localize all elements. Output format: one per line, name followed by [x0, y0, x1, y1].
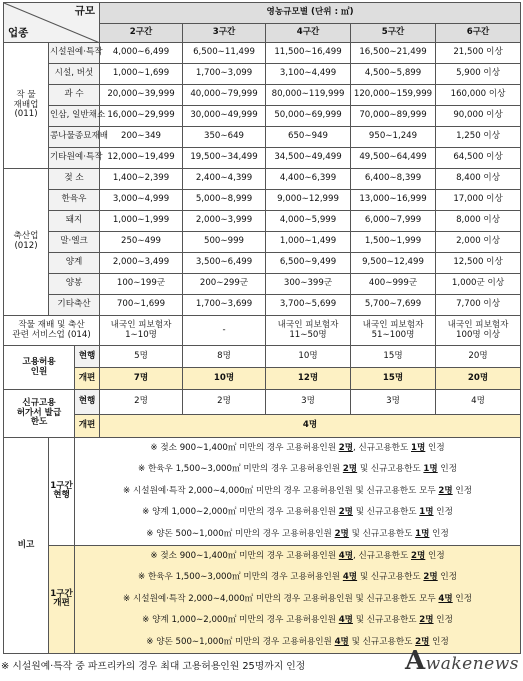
livestock-category-line: 축산업: [13, 231, 39, 242]
remark-text: 인정: [429, 636, 449, 647]
table-cell: 4,000∼6,499: [100, 43, 183, 64]
remark-text: 인정: [437, 572, 458, 583]
table-cell: 1,250 이상: [436, 127, 521, 148]
table-cell: 100∼199군: [100, 274, 183, 295]
remarks-revised-notes: [75, 545, 521, 653]
remark-text: ※ 한육우 1,500∼3,000㎡ 미만의 경우 고용허용인원: [138, 464, 343, 475]
remark-text: 인정: [452, 485, 473, 496]
remark-text: ※ 시설원예·특작 2,000∼4,000㎡ 미만의 경우 고용허용인원 및 신규고용한도 모두: [123, 485, 439, 496]
remarks-current-line: 현행: [53, 490, 70, 501]
table-cell-highlight: 10명: [183, 368, 266, 390]
revised-label: 개편: [75, 415, 100, 438]
table-cell: 20,000∼39,999: [100, 85, 183, 106]
row-label: 인삼, 일반채소: [49, 106, 100, 127]
table-cell: 1,000∼1,999: [100, 211, 183, 232]
table-cell: [183, 316, 266, 346]
remark-emphasis: 2명: [411, 550, 426, 561]
remark-text: 인정: [433, 507, 453, 518]
table-cell: 200∼349: [100, 127, 183, 148]
crops-category-line: 재배업: [13, 99, 39, 110]
table-cell: 10명: [266, 346, 351, 368]
remarks-current-line: 1구간: [50, 480, 73, 491]
table-cell: 64,500 이상: [436, 148, 521, 169]
table-cell: 1,500∼1,999: [351, 232, 436, 253]
table-cell: 90,000 이상: [436, 106, 521, 127]
remark-text: ※ 젖소 900∼1,400㎡ 미만의 경우 고용허용인원: [150, 443, 339, 453]
table-cell: 1,400∼2,399: [100, 169, 183, 190]
table-cell: 3명: [351, 390, 436, 415]
employment-allowed-line: 고용허용: [22, 356, 56, 367]
table-cell: 1,700∼3,099: [183, 64, 266, 85]
remark-line: [76, 502, 519, 523]
table-cell: 40,000∼79,999: [183, 85, 266, 106]
table-cell-highlight: 7명: [100, 368, 183, 390]
remark-emphasis: 2명: [338, 507, 353, 518]
new-hire-limit-line: 허가서 발급: [16, 407, 62, 418]
table-cell: 5,000∼8,999: [183, 190, 266, 211]
table-cell-highlight: 15명: [351, 368, 436, 390]
table-cell: 6,500∼9,499: [266, 253, 351, 274]
corner-scale-label: 규모: [74, 5, 96, 17]
table-cell: 2명: [183, 390, 266, 415]
remarks-revised-line: 1구간: [50, 588, 73, 599]
remark-emphasis: 4명: [342, 572, 358, 583]
table-cell: 300∼399군: [266, 274, 351, 295]
table-cell: 3,000∼4,999: [100, 190, 183, 211]
row-label: 양봉: [49, 274, 100, 295]
remark-line: [76, 589, 519, 610]
remark-text: 및 신규고용한도: [348, 636, 416, 647]
remark-text: 인정: [452, 593, 473, 604]
remark-emphasis: 4명: [338, 550, 354, 561]
table-cell: 200∼299군: [183, 274, 266, 295]
table-cell: 160,000 이상: [436, 85, 521, 106]
remark-text: ※ 양돈 500∼1,000㎡ 미만의 경우 고용허용인원: [146, 636, 335, 647]
table-cell: 2,000∼3,999: [183, 211, 266, 232]
remark-line: [76, 610, 519, 631]
table-cell: 6,500∼11,499: [183, 43, 266, 64]
services-label-line: 관련 서비스업 (014): [12, 329, 91, 340]
table-cell: 5,700∼7,699: [351, 295, 436, 316]
row-label: 시설원예·특작: [49, 43, 100, 64]
table-cell: 250∼499: [100, 232, 183, 253]
table-cell: 1,000∼1,699: [100, 64, 183, 85]
remark-emphasis: 4명: [334, 636, 349, 647]
new-hire-limit-line: 한도: [30, 417, 48, 428]
employment-allowed-line: 인원: [30, 366, 48, 377]
remark-emphasis: 1명: [411, 443, 426, 453]
crops-category: [4, 43, 49, 169]
table-corner-header: [4, 3, 100, 43]
table-cell: 2,000∼3,499: [100, 253, 183, 274]
remark-emphasis: 2명: [423, 572, 438, 583]
remark-emphasis: 1명: [419, 507, 434, 518]
table-cell: 4명: [436, 390, 521, 415]
table-cell: 650∼949: [266, 127, 351, 148]
table-cell: 3,700∼5,699: [266, 295, 351, 316]
table-cell: 1,000∼1,499: [266, 232, 351, 253]
notes-current-list: [76, 438, 519, 545]
table-cell-highlight: 4명: [100, 415, 521, 438]
table-cell: 700∼1,699: [100, 295, 183, 316]
table-cell: 3,100∼4,499: [266, 64, 351, 85]
cell-line: 1∼10명: [125, 329, 157, 340]
remark-line: [76, 481, 519, 502]
section-header: 3구간: [183, 24, 266, 43]
table-cell: 17,000 이상: [436, 190, 521, 211]
table-cell: 19,500∼34,499: [183, 148, 266, 169]
table-cell: 950∼1,249: [351, 127, 436, 148]
table-cell: [436, 316, 521, 346]
remarks-current-label: [49, 438, 75, 546]
remark-emphasis: 2명: [334, 528, 349, 539]
cell-line: 내국인 피보험자: [362, 319, 424, 330]
corner-industry-label: 업종: [8, 26, 29, 39]
remark-text: 및 신규고용한도: [357, 464, 424, 475]
row-label: 말·엘크: [49, 232, 100, 253]
table-cell: 5,900 이상: [436, 64, 521, 85]
watermark-logo: [405, 646, 519, 676]
remarks-revised-line: 개편: [53, 598, 70, 609]
table-cell: 6,000∼7,999: [351, 211, 436, 232]
row-label: 젖 소: [49, 169, 100, 190]
row-label: 양계: [49, 253, 100, 274]
table-cell: 5명: [100, 346, 183, 368]
cell-line: -: [222, 324, 226, 335]
row-label: 기타원예·특작: [49, 148, 100, 169]
employment-permit-table: [3, 2, 521, 654]
table-cell: 49,500∼64,499: [351, 148, 436, 169]
remarks-label: 비고: [4, 438, 49, 654]
remark-text: ※ 양계 1,000∼2,000㎡ 미만의 경우 고용허용인원: [142, 615, 339, 626]
remark-text: 및 신규고용한도: [352, 615, 420, 626]
table-cell-highlight: 20명: [436, 368, 521, 390]
remark-line: [76, 459, 519, 480]
remark-emphasis: 1명: [415, 528, 430, 539]
remark-text: 인정: [437, 464, 458, 475]
remark-line: [76, 438, 519, 459]
remark-line: [76, 546, 519, 567]
remark-text: 인정: [433, 615, 453, 626]
cell-line: 내국인 피보험자: [110, 319, 172, 330]
current-label: 현행: [75, 346, 100, 368]
table-cell-highlight: 12명: [266, 368, 351, 390]
table-cell: 16,000∼29,999: [100, 106, 183, 127]
table-cell: [266, 316, 351, 346]
table-cell: 13,000∼16,999: [351, 190, 436, 211]
remark-text: 인정: [429, 528, 449, 539]
farm-scale-header: 영농규모별 (단위 : ㎡): [100, 3, 521, 24]
table-cell: 2,400∼4,399: [183, 169, 266, 190]
table-cell: 2,000 이상: [436, 232, 521, 253]
table-cell: 70,000∼89,999: [351, 106, 436, 127]
notes-revised-list: [76, 546, 519, 653]
section-header: 6구간: [436, 24, 521, 43]
table-cell: 2명: [100, 390, 183, 415]
remark-line: [76, 567, 519, 588]
new-hire-limit-line: 신규고용: [22, 397, 56, 408]
remark-text: ※ 한육우 1,500∼3,000㎡ 미만의 경우 고용허용인원: [138, 572, 343, 583]
table-cell: 20명: [436, 346, 521, 368]
livestock-category: [4, 169, 49, 316]
remark-emphasis: 4명: [438, 593, 453, 604]
new-hire-limit-label: [4, 390, 75, 438]
remark-text: 및 신규고용한도: [352, 507, 420, 518]
table-cell: 11,500∼16,499: [266, 43, 351, 64]
remark-text: 인정: [425, 550, 445, 561]
remark-line: [76, 524, 519, 545]
section-header: 2구간: [100, 24, 183, 43]
table-cell: 7,700 이상: [436, 295, 521, 316]
row-label: 콩나물종묘재배: [49, 127, 100, 148]
table-cell: 34,500∼49,499: [266, 148, 351, 169]
remark-text: ※ 양돈 500∼1,000㎡ 미만의 경우 고용허용인원: [146, 528, 335, 539]
remark-text: ※ 양계 1,000∼2,000㎡ 미만의 경우 고용허용인원: [142, 507, 339, 518]
row-label: 시설, 버섯: [49, 64, 100, 85]
employment-allowed-label: [4, 346, 75, 390]
cell-line: 100명 이상: [456, 329, 501, 340]
crops-category-line: 작 물: [16, 89, 36, 100]
table-cell: 8명: [183, 346, 266, 368]
remark-text: , 신규고용한도: [353, 443, 412, 453]
remark-text: , 신규고용한도: [353, 550, 412, 561]
services-label-line: 작물 재배 및 축산: [18, 319, 85, 330]
remark-emphasis: 2명: [415, 636, 430, 647]
cell-line: 11∼50명: [289, 329, 327, 340]
table-cell: 500∼999: [183, 232, 266, 253]
table-cell: 4,500∼5,899: [351, 64, 436, 85]
livestock-category-line: (012): [14, 241, 38, 251]
remark-emphasis: 4명: [338, 615, 353, 626]
table-cell: 3,500∼6,499: [183, 253, 266, 274]
watermark-mark: A: [404, 646, 426, 676]
remark-text: 및 신규고용한도: [357, 572, 424, 583]
remark-text: ※ 젖소 900∼1,400㎡ 미만의 경우 고용허용인원: [150, 550, 339, 561]
remark-emphasis: 2명: [338, 443, 354, 453]
table-cell: 80,000∼119,999: [266, 85, 351, 106]
remark-text: 인정: [425, 443, 445, 453]
row-label: 한육우: [49, 190, 100, 211]
crops-category-line: (011): [14, 109, 38, 120]
cell-line: 내국인 피보험자: [447, 319, 509, 330]
table-cell: 12,000∼19,499: [100, 148, 183, 169]
table-cell: 4,400∼6,399: [266, 169, 351, 190]
table-cell: 30,000∼49,999: [183, 106, 266, 127]
remark-emphasis: 2명: [438, 485, 453, 496]
watermark-text: wakenews: [425, 654, 519, 674]
section-header: 5구간: [351, 24, 436, 43]
policy-table-container: [3, 2, 520, 654]
remarks-current-notes: [75, 438, 521, 546]
remark-emphasis: 2명: [342, 464, 358, 475]
remark-emphasis: 2명: [419, 615, 434, 626]
remark-emphasis: 1명: [423, 464, 438, 475]
table-cell: 120,000∼159,999: [351, 85, 436, 106]
table-cell: 1,700∼3,699: [183, 295, 266, 316]
table-cell: 16,500∼21,499: [351, 43, 436, 64]
services-label: [4, 316, 100, 346]
row-label: 과 수: [49, 85, 100, 106]
table-cell: 12,500 이상: [436, 253, 521, 274]
cell-line: 내국인 피보험자: [277, 319, 339, 330]
table-cell: 9,500∼12,499: [351, 253, 436, 274]
table-cell: 400∼999군: [351, 274, 436, 295]
table-cell: 8,000 이상: [436, 211, 521, 232]
table-cell: 350∼649: [183, 127, 266, 148]
cell-line: 51∼100명: [371, 329, 415, 340]
table-cell: 6,400∼8,399: [351, 169, 436, 190]
row-label: 기타축산: [49, 295, 100, 316]
row-label: 돼지: [49, 211, 100, 232]
revised-label: 개편: [75, 368, 100, 390]
table-cell: 15명: [351, 346, 436, 368]
footnote: ※ 시설원예·특작 중 파프리카의 경우 최대 고용허용인원 25명까지 인정: [1, 661, 306, 672]
current-label: 현행: [75, 390, 100, 415]
table-cell: 21,500 이상: [436, 43, 521, 64]
table-cell: 4,000∼5,999: [266, 211, 351, 232]
table-cell: 50,000∼69,999: [266, 106, 351, 127]
table-cell: [100, 316, 183, 346]
section-header: 4구간: [266, 24, 351, 43]
remark-text: ※ 시설원예·특작 2,000∼4,000㎡ 미만의 경우 고용허용인원 및 신규고용한도 모두: [123, 593, 439, 604]
remark-text: 및 신규고용한도: [348, 528, 416, 539]
table-cell: 8,400 이상: [436, 169, 521, 190]
table-cell: [351, 316, 436, 346]
table-cell: 3명: [266, 390, 351, 415]
remarks-revised-label: [49, 545, 75, 653]
table-cell: 1,000군 이상: [436, 274, 521, 295]
table-cell: 9,000∼12,999: [266, 190, 351, 211]
